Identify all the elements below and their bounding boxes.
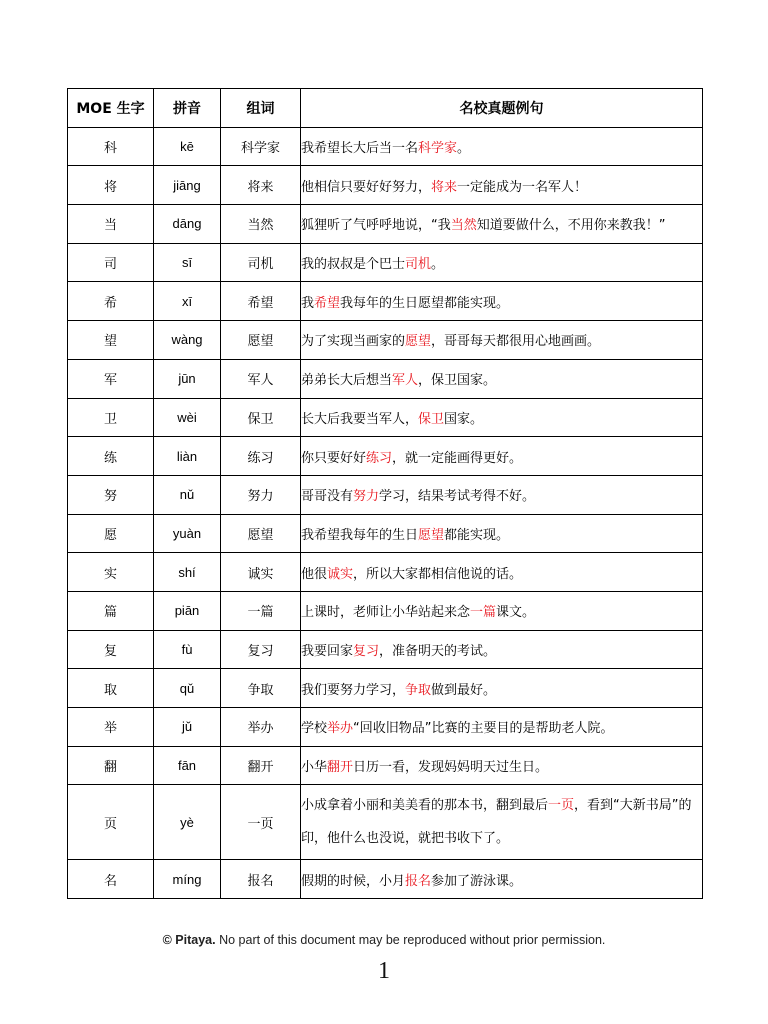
cell-word: 复习 [221, 630, 301, 669]
cell-pinyin: míng [154, 860, 221, 899]
footer-notice: No part of this document may be reproduced without prior permission. [215, 933, 606, 947]
cell-pinyin: piān [154, 591, 221, 630]
highlighted-word: 当然 [450, 218, 477, 234]
highlighted-word: 报名 [405, 873, 432, 889]
table-row [68, 630, 703, 669]
cell-char: 实 [68, 553, 154, 592]
cell-char: 名 [68, 860, 154, 899]
cell-word: 军人 [221, 359, 301, 398]
cell-pinyin: jǔ [154, 708, 221, 747]
highlighted-word: 司机 [405, 257, 432, 273]
sentence-text: 他很 [301, 566, 328, 582]
header-pinyin: 拼音 [154, 89, 221, 128]
cell-sentence [301, 785, 703, 860]
table-row [68, 746, 703, 785]
cell-word: 保卫 [221, 398, 301, 437]
highlighted-word: 将来 [431, 179, 458, 195]
cell-sentence [301, 746, 703, 785]
table-row [68, 127, 703, 166]
sentence-text: 你只要好好 [301, 450, 367, 466]
table-row [68, 553, 703, 592]
highlighted-word: 诚实 [327, 566, 354, 582]
cell-pinyin: fù [154, 630, 221, 669]
cell-word: 报名 [221, 860, 301, 899]
table-header-row [68, 89, 703, 128]
header-char: MOE 生字 [68, 89, 154, 128]
table-row [68, 669, 703, 708]
cell-word: 一篇 [221, 591, 301, 630]
cell-pinyin: kē [154, 127, 221, 166]
cell-pinyin: jūn [154, 359, 221, 398]
cell-word: 愿望 [221, 321, 301, 360]
cell-char: 卫 [68, 398, 154, 437]
table-row [68, 785, 703, 860]
cell-sentence [301, 708, 703, 747]
vocab-table [67, 88, 703, 899]
cell-char: 军 [68, 359, 154, 398]
sentence-text: 国家。 [444, 411, 484, 427]
cell-pinyin: xī [154, 282, 221, 321]
highlighted-word: 努力 [353, 489, 380, 505]
cell-char: 当 [68, 205, 154, 244]
cell-pinyin: yè [154, 785, 221, 860]
sentence-text: 知道要做什么，不用你来教我！” [476, 218, 666, 234]
table-row [68, 398, 703, 437]
cell-word: 一页 [221, 785, 301, 860]
cell-sentence [301, 437, 703, 476]
cell-word: 举办 [221, 708, 301, 747]
table-row [68, 243, 703, 282]
cell-char: 篇 [68, 591, 154, 630]
highlighted-word: 军人 [392, 373, 419, 389]
sentence-text: 为了实现当画家的 [301, 334, 406, 350]
table-row [68, 321, 703, 360]
highlighted-word: 复习 [353, 643, 380, 659]
cell-word: 科学家 [221, 127, 301, 166]
highlighted-word: 争取 [405, 682, 432, 698]
cell-pinyin: dāng [154, 205, 221, 244]
cell-pinyin: sī [154, 243, 221, 282]
cell-sentence [301, 669, 703, 708]
cell-char: 科 [68, 127, 154, 166]
cell-word: 当然 [221, 205, 301, 244]
sentence-text: 我要回家 [301, 643, 354, 659]
table-row [68, 708, 703, 747]
sentence-text: 我们要努力学习， [301, 682, 406, 698]
sentence-text: 学习，结果考试考得不好。 [379, 489, 536, 505]
cell-word: 诚实 [221, 553, 301, 592]
cell-pinyin: liàn [154, 437, 221, 476]
sentence-text: 假期的时候，小月 [301, 873, 406, 889]
table-row [68, 282, 703, 321]
table-row [68, 591, 703, 630]
header-word: 组词 [221, 89, 301, 128]
cell-pinyin: yuàn [154, 514, 221, 553]
sentence-text: 学校 [301, 721, 328, 737]
page-number: 1 [378, 958, 390, 984]
sentence-text: 。 [457, 141, 471, 157]
cell-sentence [301, 166, 703, 205]
sentence-text: 我希望我每年的生日 [301, 527, 419, 543]
highlighted-word: 一页 [548, 798, 575, 814]
cell-pinyin: nǔ [154, 475, 221, 514]
cell-word: 练习 [221, 437, 301, 476]
sentence-text: 。 [431, 257, 445, 273]
table-row [68, 860, 703, 899]
sentence-text: 狐狸听了气呼呼地说，“我 [301, 218, 451, 234]
table-row [68, 437, 703, 476]
sentence-text: “回收旧物品”比赛的主要目的是帮助老人院。 [353, 721, 614, 737]
cell-char: 翻 [68, 746, 154, 785]
cell-sentence [301, 243, 703, 282]
cell-sentence [301, 553, 703, 592]
cell-sentence [301, 205, 703, 244]
table-row [68, 514, 703, 553]
sentence-text: 弟弟长大后想当 [301, 373, 393, 389]
highlighted-word: 愿望 [418, 527, 445, 543]
cell-word: 将来 [221, 166, 301, 205]
cell-char: 希 [68, 282, 154, 321]
highlighted-word: 练习 [366, 450, 393, 466]
sentence-text: 我 [301, 295, 315, 311]
highlighted-word: 保卫 [418, 411, 445, 427]
cell-char: 练 [68, 437, 154, 476]
sentence-text: ，哥哥每天都很用心地画画。 [431, 334, 601, 350]
cell-sentence [301, 127, 703, 166]
sentence-text: 我每年的生日愿望都能实现。 [340, 295, 510, 311]
sentence-text: 小成拿着小丽和美美看的那本书，翻到最后 [301, 798, 549, 814]
highlighted-word: 翻开 [327, 760, 354, 776]
cell-char: 复 [68, 630, 154, 669]
cell-word: 努力 [221, 475, 301, 514]
cell-sentence [301, 860, 703, 899]
cell-pinyin: shí [154, 553, 221, 592]
cell-word: 司机 [221, 243, 301, 282]
cell-sentence [301, 359, 703, 398]
sentence-text: ，看到“大新书局”的印，他什么也没说，就把书收下了。 [301, 798, 692, 847]
sentence-text: 长大后我要当军人， [301, 411, 419, 427]
sentence-text: 日历一看，发现妈妈明天过生日。 [353, 760, 549, 776]
sentence-text: ，准备明天的考试。 [379, 643, 497, 659]
sentence-text: ，所以大家都相信他说的话。 [353, 566, 523, 582]
cell-sentence [301, 398, 703, 437]
table-row [68, 166, 703, 205]
cell-char: 努 [68, 475, 154, 514]
table-body [68, 127, 703, 898]
sentence-text: 小华 [301, 760, 328, 776]
cell-pinyin: qǔ [154, 669, 221, 708]
highlighted-word: 举办 [327, 721, 354, 737]
table-row [68, 359, 703, 398]
sentence-text: ，就一定能画得更好。 [392, 450, 523, 466]
cell-char: 页 [68, 785, 154, 860]
cell-word: 争取 [221, 669, 301, 708]
cell-char: 取 [68, 669, 154, 708]
cell-word: 愿望 [221, 514, 301, 553]
sentence-text: 我的叔叔是个巴士 [301, 257, 406, 273]
copyright-footer [0, 933, 768, 947]
sentence-text: 课文。 [496, 605, 536, 621]
cell-sentence [301, 630, 703, 669]
table-row [68, 205, 703, 244]
highlighted-word: 一篇 [470, 605, 497, 621]
cell-sentence [301, 321, 703, 360]
cell-sentence [301, 591, 703, 630]
cell-sentence [301, 282, 703, 321]
header-sentence: 名校真题例句 [301, 89, 703, 128]
sentence-text: ，保卫国家。 [418, 373, 497, 389]
sentence-text: 参加了游泳课。 [431, 873, 523, 889]
highlighted-word: 希望 [314, 295, 341, 311]
cell-pinyin: fān [154, 746, 221, 785]
highlighted-word: 科学家 [418, 141, 458, 157]
sentence-text: 他相信只要好好努力， [301, 179, 432, 195]
cell-sentence [301, 475, 703, 514]
sentence-text: 我希望长大后当一名 [301, 141, 419, 157]
sentence-text: 上课时，老师让小华站起来念 [301, 605, 471, 621]
cell-char: 望 [68, 321, 154, 360]
cell-char: 将 [68, 166, 154, 205]
cell-word: 希望 [221, 282, 301, 321]
cell-char: 举 [68, 708, 154, 747]
sentence-text: 都能实现。 [444, 527, 510, 543]
table-row [68, 475, 703, 514]
sentence-text: 做到最好。 [431, 682, 497, 698]
highlighted-word: 愿望 [405, 334, 432, 350]
cell-pinyin: wàng [154, 321, 221, 360]
cell-pinyin: wèi [154, 398, 221, 437]
footer-brand: © Pitaya. [162, 933, 216, 947]
cell-pinyin: jiāng [154, 166, 221, 205]
cell-char: 司 [68, 243, 154, 282]
cell-word: 翻开 [221, 746, 301, 785]
cell-sentence [301, 514, 703, 553]
sentence-text: 哥哥没有 [301, 489, 354, 505]
sentence-text: 一定能成为一名军人！ [457, 179, 588, 195]
cell-char: 愿 [68, 514, 154, 553]
